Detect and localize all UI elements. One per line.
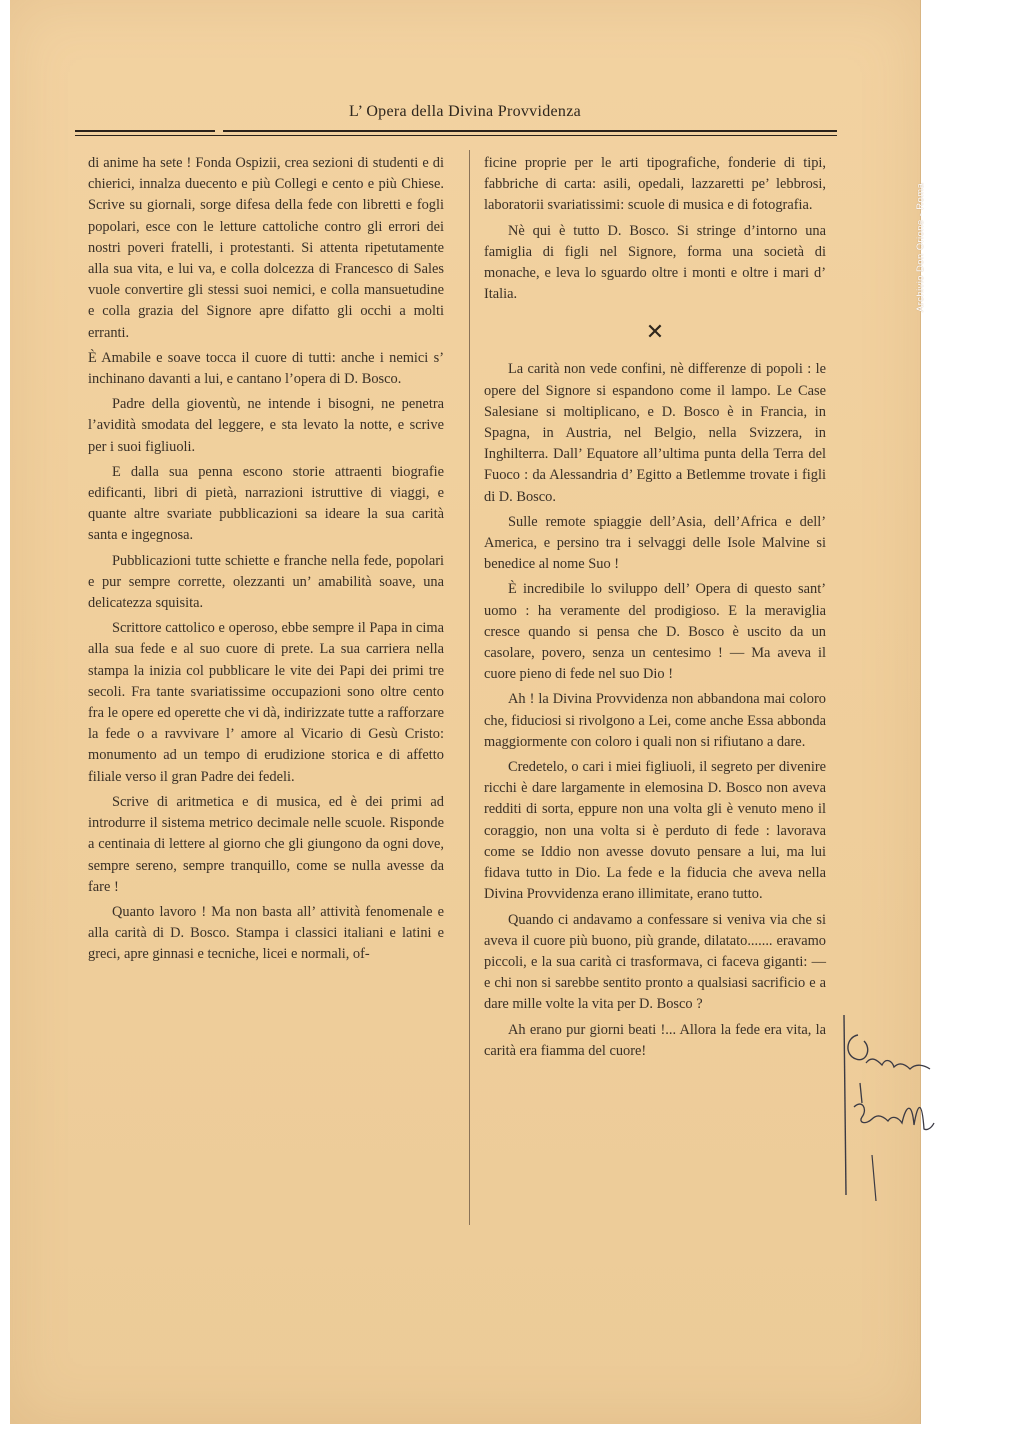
paragraph: Scrive di aritmetica e di musica, ed è dei primi ad introdurre il sistema metrico decimale nelle scuole. Risponde a centinaia di lettere al giorno che gli giungono da ogni dove, sempre sereno, sempre tranquillo, come se nulla avesse da fare ! <box>88 793 444 895</box>
header-rule-thin <box>75 135 837 136</box>
paragraph: Padre della gioventù, ne intende i bisogni, ne penetra l’avidità smodata del leggere, e sta levato la notte, e scrive per i suoi figliuoli. <box>88 396 444 455</box>
paragraph: ficine proprie per le arti tipografiche, fonderie di tipi, fabbriche di carta: asili, opedali, lazzaretti pe’ lebbrosi, laboratorii svariatissimi: scuole di musica e di fotografia. <box>484 155 826 214</box>
section-separator-icon: ✕ <box>645 319 665 345</box>
handwritten-signature-icon <box>832 1005 942 1205</box>
paragraph: Scrittore cattolico e operoso, ebbe sempre il Papa in cima alla sua fede e al suo cuore di prete. La sua carriera nella stampa la inizia col pubblicare le vite dei Papi dei primi tre secoli. Fra tante svariatissime occupazioni sono oltre cento fra le opere ed operette che vi dà, indirizzate tutte a rafforzare la fede o a ravvivare l’ amore al Vicario di Gesù Cristo: monumento ad un tempo di erudizione storica e di affetto filiale verso il gran Padre dei fedeli. <box>88 620 444 785</box>
right-column <box>484 153 826 1066</box>
paragraph: È Amabile e soave tocca il cuore di tutti: anche i nemici s’ inchinano davanti a lui, e cantano l’opera di D. Bosco. <box>88 349 444 388</box>
paragraph: È incredibile lo sviluppo dell’ Opera di questo sant’ uomo : ha veramente del prodigioso. E la meraviglia cresce quando si pensa che D. Bosco è uscito da un casolare, povero, senza un centesimo ! — Ma aveva il cuore pieno di fede nel suo Dio ! <box>484 581 826 683</box>
header-rule-long <box>223 130 837 132</box>
paragraph: Quando ci andavamo a confessare si veniva via che si aveva il cuore più buono, più grande, dilatato....... eravamo piccoli, e la sua carità ci trasformava, ci faceva giganti: — e chi non si sarebbe sentito pronto a qualsiasi sacrificio e a dare mille volte la vita per D. Bosco ? <box>484 911 826 1013</box>
page-sheet <box>10 0 926 1424</box>
paragraph: La carità non vede confini, nè differenze di popoli : le opere del Signore si espandono come il lampo. Le Case Salesiane si moltiplicano, e D. Bosco è in Francia, in Spagna, in Austria, nel Belgio, nella Svizzera, in Inghilterra. Dall’ Equatore all’ultima punta della Terra del Fuoco : da Alessandria d’ Egitto a Betlemme trovate i figli di D. Bosco. <box>484 361 826 505</box>
archive-stamp: Archivio Don Orione - Roma <box>915 182 926 312</box>
paragraph: Sulle remote spiaggie dell’Asia, dell’Africa e dell’ America, e persino tra i selvaggi delle Isole Malvine si benedice al nome Suo ! <box>484 513 826 573</box>
paragraph: Ah erano pur giorni beati !... Allora la fede era vita, la carità era fiamma del cuore! <box>484 1021 826 1059</box>
paragraph: Credetelo, o cari i miei figliuoli, il segreto per divenire ricchi è dare largamente in elemosina D. Bosco non aveva redditi di sorta, eppure non una volta gli è venuto meno il coraggio, non una volta si è perduto di fede : lavorava come se Iddio non avesse dovuto pensare a lui, ma lui fidava tutto in Dio. La fede e la fiducia che aveva nella Divina Provvidenza erano illimitate, erano tutto. <box>484 759 826 903</box>
paragraph: Ah ! la Divina Provvidenza non abbandona mai coloro che, fiduciosi si rivolgono a Lei, come anche Essa abbonda maggiormente con coloro i quali non si rifiutano a dare. <box>484 691 826 750</box>
paragraph: Nè qui è tutto D. Bosco. Si stringe d’intorno una famiglia di figli nel Signore, forma una società di monache, e leva lo sguardo oltre i monti e oltre i mari d’ Italia. <box>484 222 826 303</box>
paragraph: Quanto lavoro ! Ma non basta all’ attività fenomenale e alla carità di D. Bosco. Stampa i classici italiani e latini e greci, apre ginnasi e tecniche, licei e normali, of- <box>88 903 444 963</box>
paragraph: di anime ha sete ! Fonda Ospizii, crea sezioni di studenti e di chierici, innalza duecento e più Collegi e cento e più Chiese. Scrive su giornali, sorge difesa della fede con libretti e fogli popolari, esce con le letture cattoliche contro gli errori dei nostri poveri fratelli, i protestanti. Si attenta ripetutamente alla sua vita, e lui va, e colla dolcezza di Francesco di Sales vuole convertire gli stessi suoi nemici, e colla mansuetudine e colla grazia del Signore apre difatto gli occhi a molti erranti. <box>88 155 444 341</box>
column-divider <box>469 150 470 1225</box>
running-header: L’ Opera della Divina Provvidenza <box>348 103 582 120</box>
paragraph: E dalla sua penna escono storie attraenti biografie edificanti, libri di pietà, narrazioni istruttive di viaggi, e quante altre svariate pubblicazioni sa ideare la sua carità santa e ingegnosa. <box>88 463 444 544</box>
left-column <box>88 153 444 970</box>
paragraph: Pubblicazioni tutte schiette e franche nella fede, popolari e pur sempre corrette, olezzanti un’ amabilità soave, una delicatezza squisita. <box>88 552 444 612</box>
header-rule-short <box>75 130 215 132</box>
